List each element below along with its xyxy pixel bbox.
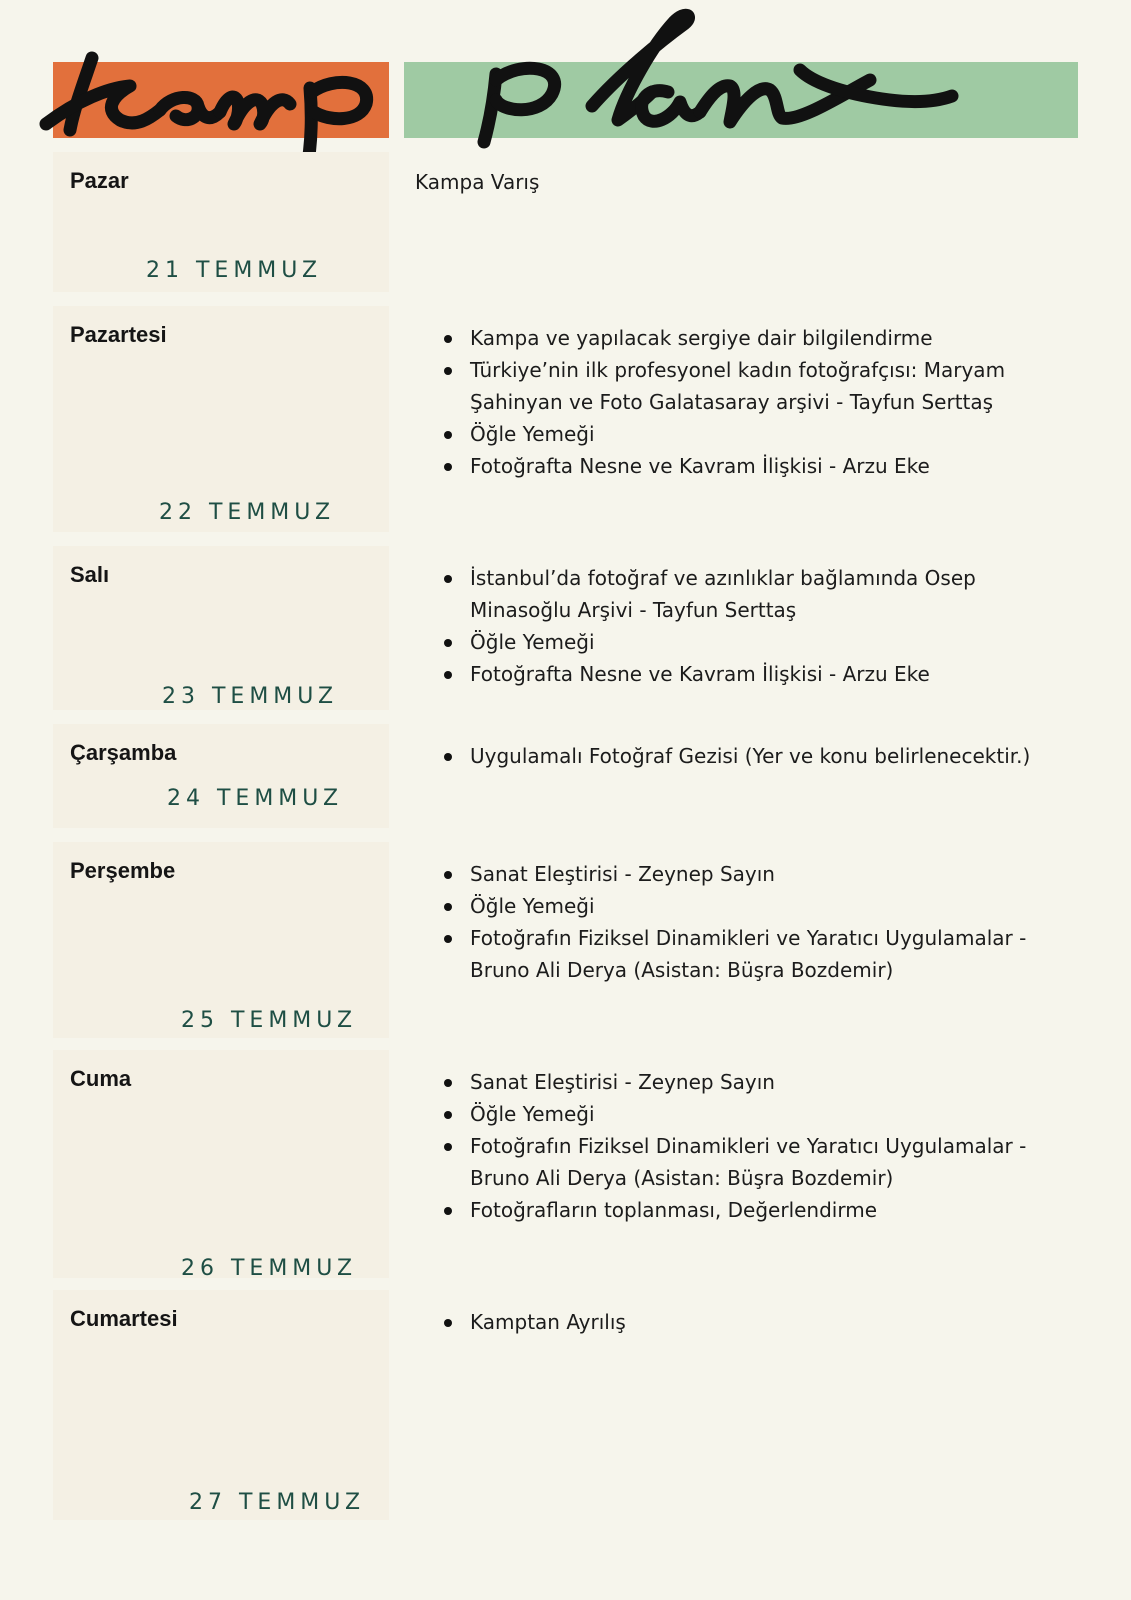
day-card (53, 306, 389, 532)
day-date: 24 TEMMUZ (167, 786, 344, 811)
list-item: Fotoğrafın Fiziksel Dinamikleri ve Yaratıcı Uygulamalar - Bruno Ali Derya (Asistan: Büşra Bozdemir) (470, 1130, 1064, 1194)
list-item: Fotoğrafın Fiziksel Dinamikleri ve Yaratıcı Uygulamalar - Bruno Ali Derya (Asistan: Büşra Bozdemir) (470, 922, 1064, 986)
day-date: 25 TEMMUZ (181, 1008, 358, 1033)
activity-card (404, 1290, 1078, 1520)
activity-text: Kampa Varış (415, 170, 540, 194)
day-name: Perşembe (70, 858, 176, 883)
list-item: Uygulamalı Fotoğraf Gezisi (Yer ve konu belirlenecektir.) (470, 740, 1064, 772)
day-date: 22 TEMMUZ (159, 500, 336, 525)
list-item: Öğle Yemeği (470, 1098, 1064, 1130)
day-card (53, 546, 389, 710)
activity-card (404, 546, 1078, 710)
activity-card (404, 842, 1078, 1038)
day-name: Cuma (70, 1066, 132, 1091)
list-item: Fotoğrafların toplanması, Değerlendirme (470, 1194, 1064, 1226)
list-item: Kampa ve yapılacak sergiye dair bilgilendirme (470, 322, 1064, 354)
day-date: 26 TEMMUZ (181, 1256, 358, 1281)
day-name: Cumartesi (70, 1306, 178, 1331)
list-item: Öğle Yemeği (470, 626, 1064, 658)
list-item: Fotoğrafta Nesne ve Kavram İlişkisi - Arzu Eke (470, 450, 1064, 482)
activity-list (470, 1306, 1064, 1338)
activity-card (404, 306, 1078, 532)
day-card (53, 1050, 389, 1281)
day-date: 27 TEMMUZ (189, 1490, 366, 1515)
list-item: Sanat Eleştirisi - Zeynep Sayın (470, 858, 1064, 890)
activity-list (470, 858, 1064, 986)
day-date: 21 TEMMUZ (146, 258, 323, 283)
day-name: Salı (70, 562, 110, 587)
day-name: Pazartesi (70, 322, 167, 347)
activity-list (470, 1066, 1064, 1226)
list-item: Fotoğrafta Nesne ve Kavram İlişkisi - Arzu Eke (470, 658, 1064, 690)
day-name: Pazar (70, 168, 129, 193)
day-card (53, 152, 389, 292)
list-item: Türkiye’nin ilk profesyonel kadın fotoğrafçısı: Maryam Şahinyan ve Foto Galatasaray arşivi - Tayfun Serttaş (470, 354, 1064, 418)
list-item: Öğle Yemeği (470, 890, 1064, 922)
activity-list (470, 322, 1064, 482)
list-item: Kamptan Ayrılış (470, 1306, 1064, 1338)
day-name: Çarşamba (70, 740, 177, 765)
activity-card (404, 724, 1078, 828)
activity-card (404, 152, 1078, 292)
activity-list (470, 562, 1064, 690)
list-item: Sanat Eleştirisi - Zeynep Sayın (470, 1066, 1064, 1098)
list-item: İstanbul’da fotoğraf ve azınlıklar bağlamında Osep Minasoğlu Arşivi - Tayfun Serttaş (470, 562, 1064, 626)
day-card (53, 1290, 389, 1520)
day-date: 23 TEMMUZ (162, 684, 339, 709)
activity-card (404, 1050, 1078, 1278)
day-card (53, 724, 389, 828)
day-card (53, 842, 389, 1038)
activity-list (470, 740, 1064, 772)
list-item: Öğle Yemeği (470, 418, 1064, 450)
